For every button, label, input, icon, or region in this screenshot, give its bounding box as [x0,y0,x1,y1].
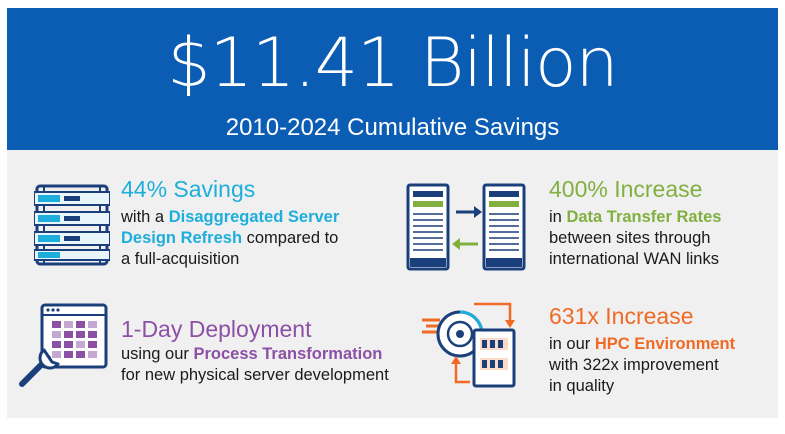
desc-highlight: Design Refresh [121,229,243,247]
stat-description [549,334,735,397]
desc-text: between sites through [549,229,711,247]
desc-text: compared to [242,229,339,247]
desc-text: in [549,208,567,226]
deployment-tablet-icon [18,302,110,392]
stat-description [549,207,721,270]
desc-text: with 322x improvement [549,356,719,374]
desc-text: a full-acquisition [121,250,240,268]
desc-text: for new physical server development [121,366,389,384]
desc-highlight: Process Transformation [193,345,383,363]
headline: $11.41 Billion [167,24,618,103]
stat-description [121,207,339,270]
server-rack-icon [34,182,110,268]
desc-text: in quality [549,377,615,395]
desc-text: using our [121,345,194,363]
stat-title: 631x Increase [549,303,694,329]
desc-text: with a [121,208,169,226]
desc-highlight: Data Transfer Rates [566,208,722,226]
data-transfer-icon [404,182,528,272]
desc-highlight: HPC Environment [594,335,736,353]
desc-text: in our [549,335,595,353]
stat-title: 44% Savings [121,176,256,202]
stat-description [121,344,389,386]
subtitle: 2010-2024 Cumulative Savings [225,114,560,141]
desc-text: international WAN links [549,250,719,268]
hpc-environment-icon [420,296,532,392]
header-banner [7,8,778,150]
stat-title: 400% Increase [549,176,703,202]
stat-title: 1-Day Deployment [121,316,312,342]
desc-highlight: Disaggregated Server [168,208,340,226]
